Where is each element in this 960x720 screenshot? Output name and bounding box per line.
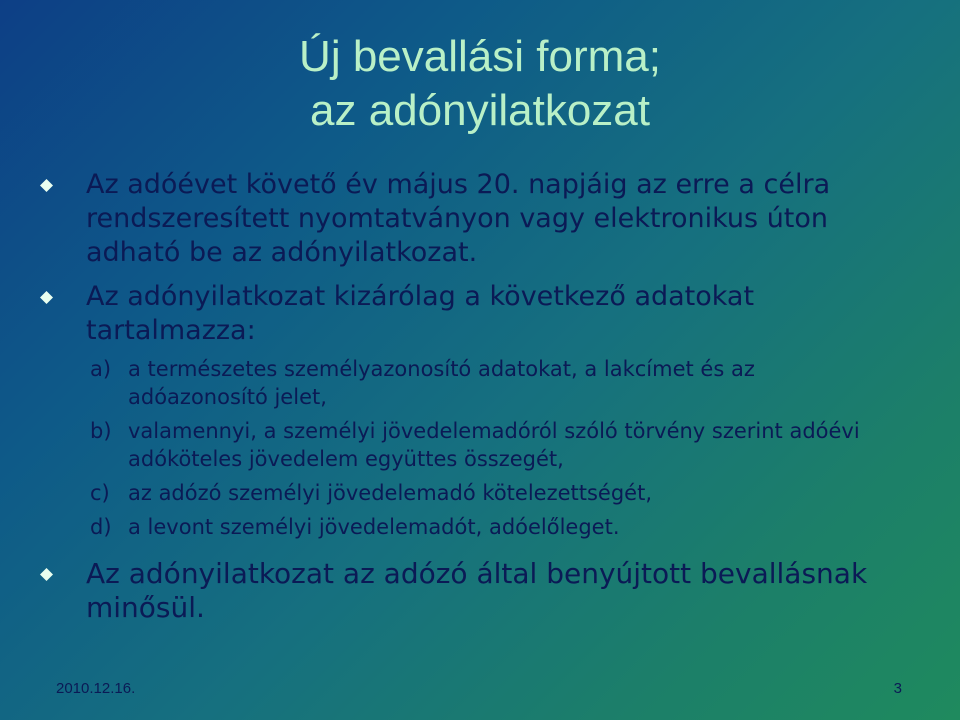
diamond-bullet-icon — [40, 568, 53, 581]
footer-date: 2010.12.16. — [56, 680, 136, 697]
sub-letter-a: a) — [90, 357, 112, 381]
sub-text-b: valamennyi, a személyi jövedelemadóról szóló törvény szerint adóévi adóköteles jövedelem együttes összegét, — [128, 419, 860, 471]
sub-letter-d: d) — [90, 515, 112, 539]
sub-text-c: az adózó személyi jövedelemadó kötelezettségét, — [128, 481, 653, 505]
bullet-text-1: Az adóévet követő év május 20. napjáig az erre a célra rendszeresített nyomtatványon vagy elektronikus úton adható be az adónyilatkozat. — [86, 169, 831, 268]
diamond-bullet-icon — [40, 179, 53, 192]
bullet-text-3: Az adónyilatkozat az adózó által benyújtott bevallásnak minősül. — [86, 557, 868, 624]
title-line-2: az adónyilatkozat — [310, 86, 650, 135]
page-number: 3 — [893, 680, 902, 697]
diamond-bullet-icon — [40, 291, 53, 304]
sub-item-c — [90, 479, 900, 507]
sub-item-b — [90, 417, 900, 473]
sub-letter-b: b) — [90, 419, 112, 443]
sub-item-a — [90, 355, 900, 411]
sub-item-d — [90, 513, 900, 541]
bullet-item-1 — [40, 168, 890, 270]
sub-list — [90, 355, 900, 547]
sub-text-a: a természetes személyazonosító adatokat, a lakcímet és az adóazonosító jelet, — [128, 357, 755, 409]
sub-letter-c: c) — [90, 481, 110, 505]
title-line-1: Új bevallási forma; — [299, 32, 661, 81]
sub-text-d: a levont személyi jövedelemadót, adóelőleget. — [128, 515, 620, 539]
bullet-item-2 — [40, 280, 890, 348]
slide-title — [0, 30, 960, 138]
bullet-text-2: Az adónyilatkozat kizárólag a következő adatokat tartalmazza: — [86, 281, 755, 346]
bullet-item-3 — [40, 557, 890, 625]
